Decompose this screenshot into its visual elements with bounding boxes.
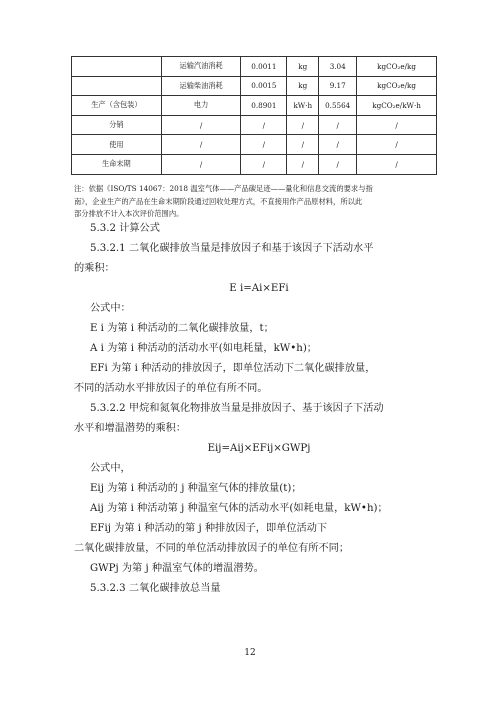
table-cell: 3.04 xyxy=(319,57,357,77)
table-cell: 运输柴油消耗 xyxy=(161,76,241,96)
table-note xyxy=(74,183,440,221)
table-cell: 分销 xyxy=(72,115,162,135)
table-row xyxy=(72,154,437,174)
table-cell: / xyxy=(161,154,241,174)
table-cell: 0.8901 xyxy=(241,96,287,116)
definition: Aij 为第 i 种活动第 j 种温室气体的活动水平(如耗电量，kW•h)； xyxy=(90,503,388,514)
table-cell: / xyxy=(287,135,319,155)
section-5-3-2 xyxy=(74,219,444,599)
definition: Eij 为第 i 种活动的 j 种温室气体的排放量(t)； xyxy=(90,483,302,494)
definition: 二氧化碳排放量，不同的单位活动排放因子的单位有所不同； xyxy=(74,543,350,554)
table-cell: kg xyxy=(287,76,319,96)
definition: GWPj 为第 j 种温室气体的增温潜势。 xyxy=(90,563,264,574)
table-row xyxy=(72,57,437,77)
paragraph: 5.3.2.2 甲烷和氮氧化物排放当量是排放因子、基于该因子下活动 xyxy=(90,403,384,414)
table-cell: / xyxy=(241,154,287,174)
table-cell: 生命末期 xyxy=(72,154,162,174)
table-cell: 0.0011 xyxy=(241,57,287,77)
table-row xyxy=(72,96,437,116)
emission-factor-table xyxy=(71,56,437,175)
definition: EFij 为第 i 种活动的第 j 种排放因子，即单位活动下 xyxy=(90,523,328,534)
table-cell: / xyxy=(319,154,357,174)
table-row xyxy=(72,76,437,96)
table-cell: 0.0015 xyxy=(241,76,287,96)
table-cell: kW·h xyxy=(287,96,319,116)
table-row xyxy=(72,135,437,155)
section-heading: 5.3.2 计算公式 xyxy=(90,223,160,234)
table-cell: 使用 xyxy=(72,135,162,155)
formula: E i=Ai×EFi xyxy=(229,283,289,294)
table-cell: 生产（含包装） xyxy=(72,96,162,116)
table-cell: / xyxy=(161,135,241,155)
table-cell: / xyxy=(241,135,287,155)
table-cell: 9.17 xyxy=(319,76,357,96)
table-cell: / xyxy=(357,115,437,135)
paragraph: 水平和增温潜势的乘积： xyxy=(74,423,187,434)
table-cell: 电力 xyxy=(161,96,241,116)
table-cell: / xyxy=(357,154,437,174)
section-heading: 5.3.2.3 二氧化碳排放总当量 xyxy=(90,583,221,594)
paragraph: 的乘积： xyxy=(74,263,115,274)
table-cell: / xyxy=(357,135,437,155)
formula: Eij=Aij×EFij×GWPj xyxy=(207,443,311,454)
table-cell: / xyxy=(319,135,357,155)
table-cell xyxy=(72,76,162,96)
table-cell: / xyxy=(161,115,241,135)
table-cell: 0.5564 xyxy=(319,96,357,116)
table-cell: / xyxy=(287,154,319,174)
table-cell: kgCO₂e/kg xyxy=(357,57,437,77)
table-cell: kgCO₂e/kg xyxy=(357,76,437,96)
paragraph: 5.3.2.1 二氧化碳排放当量是排放因子和基于该因子下活动水平 xyxy=(90,243,374,254)
paragraph: 公式中： xyxy=(90,303,131,314)
definition: E i 为第 i 种活动的二氧化碳排放量，t； xyxy=(90,323,274,334)
paragraph: 公式中， xyxy=(90,463,131,474)
table-cell xyxy=(72,57,162,77)
table-cell: / xyxy=(319,115,357,135)
page-number: 12 xyxy=(244,648,256,658)
table-cell: / xyxy=(287,115,319,135)
table-cell: 运输汽油消耗 xyxy=(161,57,241,77)
note-line: 南》，企业生产的产品在生命末期阶段通过回收处理方式，不直接用作产品原材料，所以此 xyxy=(74,196,363,206)
note-line: 部分排放不计入本次评价范围内。 xyxy=(74,209,184,219)
note-line: 注：依据《ISO/TS 14067：2018 温室气体——产品碳足迹——量化和信息交流的要求与指 xyxy=(74,184,373,193)
table-cell: / xyxy=(241,115,287,135)
definition: A i 为第 i 种活动的活动水平(如电耗量，kW•h)； xyxy=(90,343,317,354)
table-cell: kgCO₂e/kW·h xyxy=(357,96,437,116)
definition: 不同的活动水平排放因子的单位有所不同。 xyxy=(74,383,268,394)
definition: EFi 为第 i 种活动的排放因子，即单位活动下二氧化碳排放量， xyxy=(90,363,376,374)
table-cell: kg xyxy=(287,57,319,77)
table-row xyxy=(72,115,437,135)
